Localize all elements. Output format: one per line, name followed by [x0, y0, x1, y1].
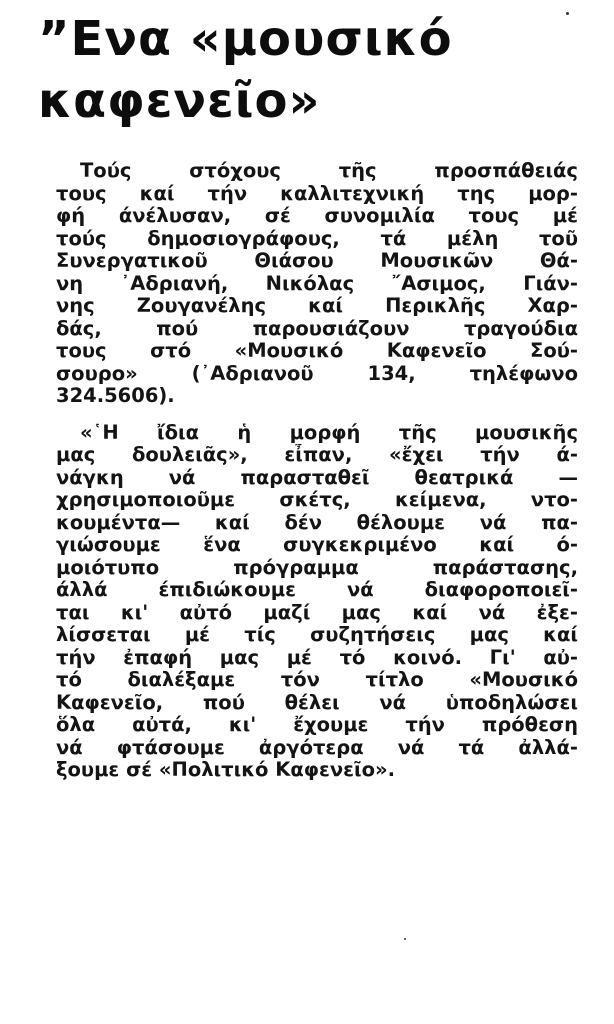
text-line: γιώσουμε ἕνα συγκεκριμένο καί ό- [56, 534, 578, 556]
text-line: μοιότυπο πρόγραμμα παράστασης, [56, 556, 578, 579]
text-line: τους στό «Μουσικό Καφενεῖο Σού- [56, 340, 578, 362]
text-line: σουρο» (᾽Αδριανοῦ 134, τηλέφωνο [56, 362, 578, 385]
headline-line-1: ”Ενα «μουσικό [38, 11, 453, 67]
paragraph-2 [56, 422, 578, 782]
text-line: νάγκη νά παρασταθεῖ θεατρικά — [56, 466, 578, 489]
print-speck [566, 12, 569, 15]
text-line: τήν ἐπαφή μας μέ τό κοινό. Γι' αὐ- [56, 646, 578, 669]
text-line: Συνεργατικοῦ Θιάσου Μουσικῶν Θά- [56, 250, 578, 272]
text-line: ται κι' αὐτό μαζί μας καί νά ἐξε- [56, 601, 578, 624]
text-line: τό διαλέξαμε τόν τίτλο «Μουσικό [56, 669, 578, 691]
text-line: νά φτάσουμε ἀργότερα νά τά ἀλλά- [56, 736, 578, 759]
text-line: μας δουλειᾶς», εἶπαν, «ἔχει τήν ά- [56, 444, 578, 466]
text-line: άλλά έπιδιώκουμε νά διαφοροποιεῖ- [56, 579, 578, 601]
text-line: λίσσεται μέ τίς συζητήσεις μας καί [56, 624, 578, 646]
text-line: κουμέντα— καί δέν θέλουμε νά πα- [56, 511, 578, 534]
text-line: χρησιμοποιοῦμε σκέτς, κείμενα, ντο- [56, 489, 578, 511]
text-line: Τούς στόχους τῆς προσπάθειάς [80, 160, 578, 182]
text-line: τούς δημοσιογράφους, τά μέλη τοῦ [56, 227, 578, 250]
paragraph-gap [56, 408, 578, 422]
text-line: Καφενεῖο, πού θέλει νά ὑποδηλώσει [56, 691, 578, 714]
text-line: 324.5606). [56, 385, 175, 407]
text-line: ὅλα αὐτά, κι' ἔχουμε τήν πρόθεση [56, 714, 578, 736]
text-line: ξουμε σέ «Πολιτικό Καφενεῖο». [56, 759, 395, 781]
text-line: τους καί τήν καλλιτεχνική της μορ- [56, 182, 578, 205]
text-line: φή άνέλυσαν, σέ συνομιλία τους μέ [56, 205, 578, 227]
text-line: «῾Η ἴδια ἡ μορφή τῆς μουσικῆς [80, 421, 578, 444]
headline-line-2: καφενεῖο» [38, 73, 321, 129]
text-line: δάς, πού παρουσιάζουν τραγούδια [56, 317, 578, 340]
headline [38, 8, 598, 132]
text-line: νη ᾽Αδριανή, Νικόλας ῎Ασιμος, Γιάν- [56, 272, 578, 295]
paragraph-1 [56, 160, 578, 408]
print-speck [404, 938, 406, 940]
text-line: νης Ζουγανέλης καί Περικλῆς Χαρ- [56, 295, 578, 317]
article-body [56, 160, 578, 782]
